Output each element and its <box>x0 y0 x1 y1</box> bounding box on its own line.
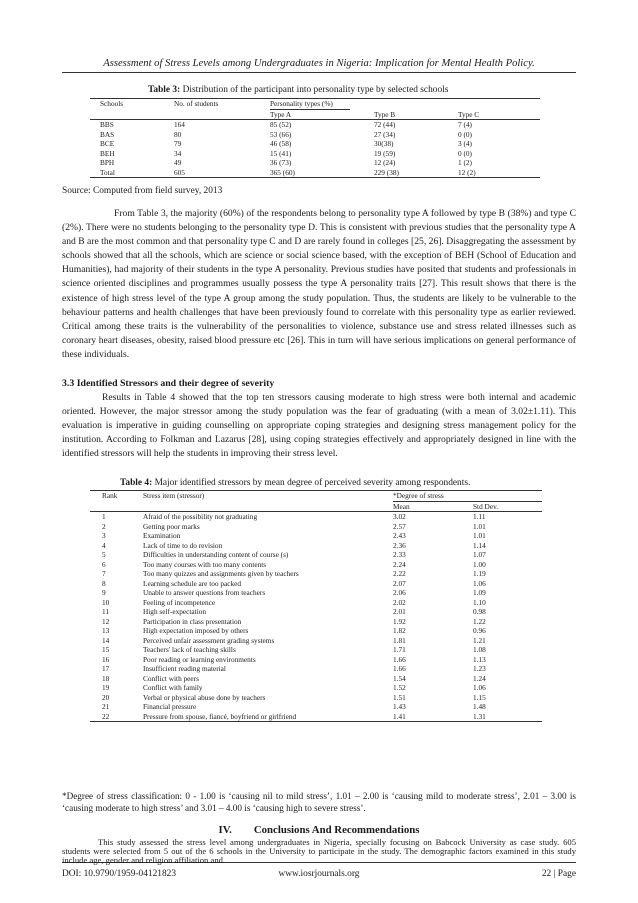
table4-subheader: Mean <box>393 501 410 511</box>
table3-cell: 0 (0) <box>458 148 472 158</box>
table3-cell: 27 (34) <box>374 129 396 139</box>
table4-cell: 16 <box>102 654 110 664</box>
table4-row <box>90 522 542 532</box>
table4-cell: Insufficient reading material <box>143 664 226 673</box>
table3-row <box>90 149 540 159</box>
table3-cell: 12 (24) <box>374 158 396 167</box>
table4-cell: 2.24 <box>393 559 406 569</box>
table4-cell: 1.92 <box>393 616 406 626</box>
table4-row <box>90 569 542 579</box>
table3-cell: BBS <box>100 120 114 129</box>
table3-header: Schools <box>100 99 124 108</box>
table4-cell: Afraid of the possibility not graduating <box>143 512 258 521</box>
table4-header: Stress item (stressor) <box>143 491 205 500</box>
table4-cell: 10 <box>102 597 110 607</box>
table4-cell: Perceived unfair assessment grading systems <box>143 635 275 645</box>
table4-cell: Poor reading or learning environments <box>143 654 256 664</box>
paragraph-text: From Table 3, the majority (60%) of the respondents belong to personality type A followed by type B (38%) and type C (2%). There were no students belonging to the personality type D. This is consistent with previous studies that the personality type A and B are the most common and that personality type C and D are rarely found in colleges [25, 26]. Disaggregating the assessment by schools showed that all the schools, which are science or social science based, with the exception of BEH (School of Education and Humanities), had majority of their students in the type A personality. Previous studies have posited that students and professionals in science oriented disciplines and programmes usually possess the type A personality traits [27]. This result shows that there is the existence of high stress level of the type A group among the study population. Thus, the students are likely to be vulnerable to the behaviour patterns and health challenges that have been previously found to correlate with this personality type as earlier reviewed. Critical among these traits is the vulnerability of the personalities to violence, substance use and stress related illnesses such as coronary heart diseases, obesity, raised blood pressure etc [26]. This in turn will have serious implications on general performance of these individuals. <box>62 208 576 360</box>
table4-cell: Conflict with peers <box>143 673 199 683</box>
table4-cell: 3 <box>102 531 106 540</box>
table4-cell: 8 <box>102 578 106 588</box>
running-header: Assessment of Stress Levels among Undergraduates in Nigeria: Implication for Mental Health Policy. <box>62 58 576 73</box>
table3-caption-text: Distribution of the participant into personality type by selected schools <box>180 85 449 95</box>
table3-cell: 36 (73) <box>270 158 292 167</box>
table4-row <box>90 674 542 684</box>
table3-subheader: Type C <box>458 109 480 119</box>
table4-header-row <box>90 491 542 502</box>
table3-row <box>90 130 540 140</box>
table3-cell: 79 <box>174 139 182 148</box>
table4-row <box>90 626 542 636</box>
table4-cell: Lack of time to do revision <box>143 540 223 550</box>
table4-cell: 2.43 <box>393 531 406 540</box>
table4-row <box>90 541 542 551</box>
table4-cell: Pressure from spouse, fiancé, boyfriend or girlfriend <box>143 711 297 721</box>
table4-row <box>90 607 542 617</box>
paragraph-text: Results in Table 4 showed that the top ten stressors causing moderate to high stress were both internal and academic oriented. However, the major stressor among the study population was the fear of graduating (with a mean of 3.02±1.11). This evaluation is imperative in guiding counselling on appropriate coping strategies and designing stress management policy for the institution. According to Folkman and Lazarus [28], using coping strategies effectively and appropriately designed in line with the identified stressors will help the students in improving their stress level. <box>62 392 576 460</box>
table4-cell: 4 <box>102 540 106 550</box>
table4-cell: 1.06 <box>473 683 486 692</box>
table4-cell: Unable to answer questions from teachers <box>143 588 266 597</box>
section-4-title: Conclusions And Recommendations <box>253 824 420 836</box>
table3-cell: BCE <box>100 139 115 148</box>
table4-cell: 12 <box>102 616 110 626</box>
table4-cell: 1.10 <box>473 597 486 607</box>
table4-cell: 2.36 <box>393 540 406 550</box>
table4-cell: 0.96 <box>473 626 486 635</box>
table4-row <box>90 588 542 598</box>
table4-row <box>90 655 542 665</box>
table4-cell: 18 <box>102 673 110 683</box>
table4-cell: Participation in class presentation <box>143 616 242 626</box>
table4-cell: 2.01 <box>393 607 406 616</box>
table3-cell: 3 (4) <box>458 139 472 148</box>
table4-cell: 21 <box>102 702 110 711</box>
table3-subheader: Type B <box>374 109 396 119</box>
table3-header-row <box>90 99 540 110</box>
table4-cell: Financial pressure <box>143 702 197 711</box>
table4-row <box>90 664 542 674</box>
table4-row <box>90 560 542 570</box>
table4-cell: Feeling of incompetence <box>143 597 216 607</box>
table4-cell: 7 <box>102 569 106 578</box>
paragraph-conclusions <box>62 838 576 865</box>
table4-cell: Learning schedule are too packed <box>143 578 242 588</box>
table4-cell: 1.24 <box>473 673 486 683</box>
table3-header: Personality types (%) <box>270 99 350 110</box>
table4-cell: 1.41 <box>393 711 406 721</box>
table4-cell: 2.06 <box>393 588 406 597</box>
table4-cell: Teachers' lack of teaching skills <box>143 645 236 654</box>
paragraph-text: This study assessed the stress level among undergraduates in Nigeria, specially focusing on Babcock University as case study. 605 students were selected from 5 out of the 6 schools in the University to participate in the study. The demographic factors examined in this study include age, gender and religion affiliation and <box>62 837 576 865</box>
table3-cell: 7 (4) <box>458 120 472 129</box>
table3-row <box>90 120 540 130</box>
table4-cell: 2.33 <box>393 550 406 559</box>
table4-cell: Too many quizzes and assignments given by teachers <box>143 569 299 578</box>
table3-cell: 12 (2) <box>458 167 476 177</box>
table4-cell: 1.14 <box>473 540 486 550</box>
section-4-number: IV. <box>218 824 232 836</box>
table4-row <box>90 693 542 703</box>
table4-cell: 1.51 <box>393 692 406 702</box>
table4-cell: 1.07 <box>473 550 486 559</box>
table4-cell: 1.82 <box>393 626 406 635</box>
table4-label: Table 4: <box>120 478 153 488</box>
table3-cell: 19 (59) <box>374 148 396 158</box>
table4-cell: Getting poor marks <box>143 521 200 531</box>
table4-cell: 1.66 <box>393 654 406 664</box>
table3-cell: 605 <box>174 167 185 177</box>
footer-website: www.iosrjournals.org <box>278 869 360 879</box>
table4-cell: 1.00 <box>473 559 486 569</box>
table4-cell: 1.11 <box>473 512 486 521</box>
table3-cell: 1 (2) <box>458 158 472 167</box>
table4-cell: 13 <box>102 626 110 635</box>
table4-cell: 1.48 <box>473 702 486 711</box>
table3-cell: 72 (44) <box>374 120 396 129</box>
table4-row <box>90 550 542 560</box>
table3-cell: 30(38) <box>374 139 394 148</box>
table4-row <box>90 645 542 655</box>
table4-row <box>90 712 542 722</box>
table4-row <box>90 512 542 522</box>
table4-cell: Too many courses with too many contents <box>143 559 267 569</box>
table4-row <box>90 531 542 541</box>
table4-cell: 1.08 <box>473 645 486 654</box>
table4-row <box>90 617 542 627</box>
table3-cell: 164 <box>174 120 185 129</box>
table4-cell: 3.02 <box>393 512 406 521</box>
table4-cell: Difficulties in understanding content of course (s) <box>143 550 289 559</box>
table4-cell: 22 <box>102 711 110 721</box>
table3-cell: 53 (66) <box>270 129 292 139</box>
table4-cell: 5 <box>102 550 106 559</box>
table4-cell: 1.13 <box>473 654 486 664</box>
table4-cell: 1.54 <box>393 673 406 683</box>
table4-cell: 14 <box>102 635 110 645</box>
footer-doi: DOI: 10.9790/1959-04121823 <box>62 869 177 879</box>
table3-cell: 34 <box>174 148 182 158</box>
table3-row <box>90 158 540 168</box>
table3-cell: BEH <box>100 148 115 158</box>
table3-cell: 49 <box>174 158 182 167</box>
page-footer <box>62 862 576 883</box>
table4-caption <box>120 478 470 488</box>
table4-row <box>90 702 542 712</box>
table4-cell: 1.23 <box>473 664 486 673</box>
table4-cell: 1.01 <box>473 521 486 531</box>
table4-cell: 2 <box>102 521 106 531</box>
section-3-3-heading: 3.3 Identified Stressors and their degree of severity <box>62 378 275 389</box>
table3-cell: 85 (52) <box>270 120 292 129</box>
table3-cell: Total <box>100 167 115 177</box>
table4-row <box>90 598 542 608</box>
table4-cell: 1.21 <box>473 635 486 645</box>
table4-cell: 2.57 <box>393 521 406 531</box>
table4-cell: 1.19 <box>473 569 486 578</box>
table4-cell: 0.98 <box>473 607 486 616</box>
table4-cell: 1.31 <box>473 711 486 721</box>
table4-cell: 1.43 <box>393 702 406 711</box>
table3-cell: 0 (0) <box>458 129 472 139</box>
table4-cell: 1.06 <box>473 578 486 588</box>
table4-cell: 11 <box>102 607 110 616</box>
table4-cell: 1.22 <box>473 616 486 626</box>
table3-subheader: Type A <box>270 109 292 119</box>
table4-cell: 15 <box>102 645 110 654</box>
table4 <box>90 490 542 722</box>
table3-cell: 229 (38) <box>374 167 399 177</box>
table4-cell: 9 <box>102 588 106 597</box>
table3-cell: 365 (60) <box>270 167 295 177</box>
table4-cell: 17 <box>102 664 110 673</box>
table4-cell: 2.07 <box>393 578 406 588</box>
table4-cell: 2.22 <box>393 569 406 578</box>
table4-cell: 1 <box>102 512 106 521</box>
table4-cell: 1.66 <box>393 664 406 673</box>
table4-caption-text: Major identified stressors by mean degree of perceived severity among respondents. <box>152 478 471 488</box>
table3-cell: BPH <box>100 158 115 167</box>
table4-header: Rank <box>102 491 118 500</box>
footer-page-number: 22 | Page <box>541 869 576 879</box>
table4-cell: 1.01 <box>473 531 486 540</box>
table4-subheader-row <box>90 502 542 512</box>
table3-total-row <box>90 168 540 178</box>
table4-cell: 19 <box>102 683 110 692</box>
table3-label: Table 3: <box>148 85 181 95</box>
table4-cell: Verbal or physical abuse done by teachers <box>143 692 266 702</box>
paragraph-discussion <box>62 207 576 362</box>
table4-cell: Conflict with family <box>143 683 203 692</box>
table3-source: Source: Computed from field survey, 2013 <box>62 186 223 196</box>
paragraph-stressors <box>62 391 576 461</box>
table4-row <box>90 579 542 589</box>
table4-body <box>90 512 542 722</box>
table3-subheader-row <box>90 110 540 120</box>
table4-cell: 1.71 <box>393 645 406 654</box>
table4-row <box>90 683 542 693</box>
table4-header: *Degree of stress <box>393 491 542 502</box>
table3-row <box>90 139 540 149</box>
table4-cell: High expectation imposed by others <box>143 626 249 635</box>
table4-cell: High self-expectation <box>143 607 207 616</box>
table3-cell: 15 (41) <box>270 148 292 158</box>
section-4-heading <box>0 824 638 836</box>
table3-caption <box>148 85 448 95</box>
table4-cell: Examination <box>143 531 181 540</box>
table4-cell: 6 <box>102 559 106 569</box>
table4-cell: 20 <box>102 692 110 702</box>
table4-row <box>90 636 542 646</box>
table3-cell: 80 <box>174 129 182 139</box>
table3-header: No. of students <box>174 99 219 108</box>
table4-subheader: Std Dev. <box>473 501 499 511</box>
table3 <box>90 98 540 178</box>
table3-cell: BAS <box>100 129 115 139</box>
table4-footnote: *Degree of stress classification: 0 - 1.00 is ‘causing nil to mild stress’, 1.01 – 2.00 is ‘causing mild to moderate stress’, 2.01 – 3.00 is ‘causing moderate to high stress’ and 3.01 – 4.00 is ‘causing high to severe stress’. <box>62 791 576 814</box>
table3-cell: 46 (58) <box>270 139 292 148</box>
table4-cell: 1.09 <box>473 588 486 597</box>
table4-cell: 2.02 <box>393 597 406 607</box>
table4-cell: 1.52 <box>393 683 406 692</box>
table4-cell: 1.15 <box>473 692 486 702</box>
table4-cell: 1.81 <box>393 635 406 645</box>
